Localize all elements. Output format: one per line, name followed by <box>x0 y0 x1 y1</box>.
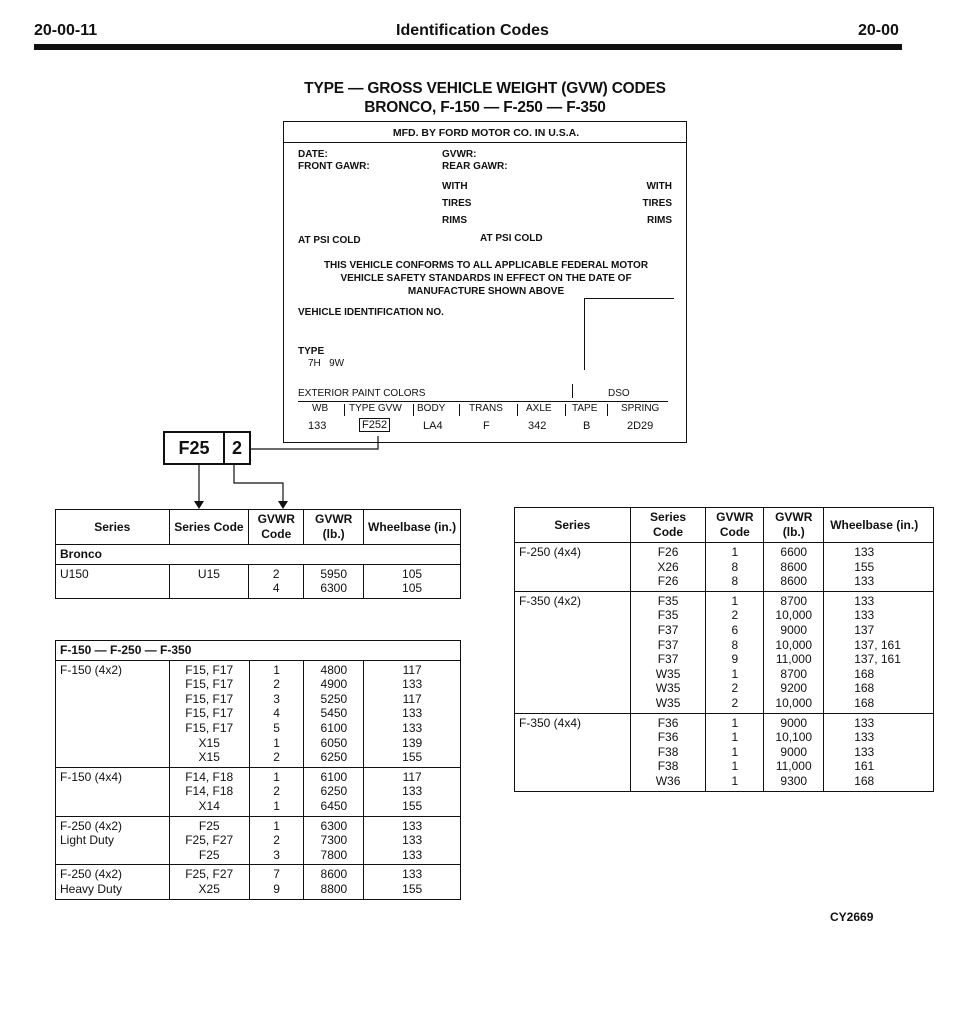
cell-series-code: F26 X26 F26 <box>630 543 706 592</box>
cell-series: F-350 (4x4) <box>515 713 631 791</box>
label-val-tape: B <box>583 420 591 432</box>
label-val-body: LA4 <box>423 420 443 432</box>
f-series-table <box>55 640 461 900</box>
cell-wheelbase: 117 133 117 133 133 139 155 <box>364 660 461 767</box>
label-val-axle: 342 <box>528 420 547 432</box>
cell-series-code: F25, F27 X25 <box>169 865 249 899</box>
header-wheelbase: Wheelbase (in.) <box>364 510 461 545</box>
cell-gvwr-code: 1 1 1 1 1 <box>706 713 764 791</box>
cell-wheelbase: 105 105 <box>364 564 461 598</box>
page-title: Identification Codes <box>396 22 549 39</box>
label-val-type-gvw: F252 <box>359 418 390 432</box>
f250-f350-table <box>514 507 919 792</box>
cell-series: F-250 (4x4) <box>515 543 631 592</box>
label-col-type-gvw: TYPE GVW <box>349 403 402 414</box>
cell-series-code: F25 F25, F27 F25 <box>169 816 249 865</box>
header-wheelbase: Wheelbase (in.) <box>824 508 934 543</box>
figure-id: CY2669 <box>830 910 874 924</box>
bronco-header-row <box>56 510 461 545</box>
label-col-tape: TAPE <box>572 403 598 414</box>
label-date: DATE: <box>298 149 328 160</box>
label-val-wb: 133 <box>308 420 327 432</box>
label-val-spring: 2D29 <box>627 420 654 432</box>
cell-wheelbase: 133 155 <box>364 865 461 899</box>
header-series: Series <box>56 510 170 545</box>
cell-gvwr-code: 1 2 6 8 9 1 2 2 <box>706 591 764 713</box>
section-bronco: Bronco <box>56 545 461 565</box>
header-series-code: Series Code <box>169 510 249 545</box>
label-col-axle: AXLE <box>526 403 552 414</box>
label-gvwr: GVWR: <box>442 149 477 160</box>
label-tires-right: TIRES <box>642 198 672 209</box>
label-tires-left: TIRES <box>442 198 472 209</box>
table-row <box>515 713 934 791</box>
cell-gvwr: 6100 6250 6450 <box>304 767 364 816</box>
code-box-gvwr: 2 <box>231 437 242 458</box>
cell-series-code: U15 <box>169 564 249 598</box>
cell-series-code: F35 F35 F37 F37 F37 W35 W35 W35 <box>630 591 706 713</box>
label-mfd: MFD. BY FORD MOTOR CO. IN U.S.A. <box>392 127 580 139</box>
cell-wheelbase: 133 133 133 161 168 <box>824 713 934 791</box>
label-paint: EXTERIOR PAINT COLORS <box>298 388 426 399</box>
label-type-values: 7H 9W <box>308 358 345 369</box>
cell-series-code: F14, F18 F14, F18 X14 <box>169 767 249 816</box>
right-header-row <box>515 508 934 543</box>
label-rims-left: RIMS <box>442 215 467 226</box>
section-f-series: F-150 — F-250 — F-350 <box>56 641 461 661</box>
label-col-wb: WB <box>312 403 329 414</box>
label-with-right: WITH <box>646 181 672 192</box>
header-series-code: Series Code <box>630 508 706 543</box>
cell-series: F-150 (4x2) <box>56 660 170 767</box>
figure-title-line1: TYPE — GROSS VEHICLE WEIGHT (GVW) CODES <box>304 80 666 97</box>
cell-wheelbase: 133 133 137 137, 161 137, 161 168 168 168 <box>824 591 934 713</box>
header-series: Series <box>515 508 631 543</box>
cell-gvwr: 6600 8600 8600 <box>764 543 824 592</box>
cell-gvwr-code: 7 9 <box>249 865 304 899</box>
label-col-body: BODY <box>417 403 446 414</box>
cell-gvwr-code: 1 2 1 <box>249 767 304 816</box>
cell-series: U150 <box>56 564 170 598</box>
label-psi-left: AT PSI COLD <box>298 235 361 246</box>
label-col-spring: SPRING <box>621 403 660 414</box>
cell-series-code: F36 F36 F38 F38 W36 <box>630 713 706 791</box>
table-row <box>515 543 934 592</box>
cell-series: F-350 (4x2) <box>515 591 631 713</box>
table-row <box>56 564 461 598</box>
cell-series: F-250 (4x2) Heavy Duty <box>56 865 170 899</box>
cell-gvwr: 8700 10,000 9000 10,000 11,000 8700 9200 10,000 <box>764 591 824 713</box>
label-conform-3: MANUFACTURE SHOWN ABOVE <box>407 286 565 297</box>
header-gvwr-lb: GVWR (lb.) <box>304 510 364 545</box>
header-gvwr-code: GVWR Code <box>706 508 764 543</box>
label-vin: VEHICLE IDENTIFICATION NO. <box>298 307 444 318</box>
header-gvwr-code: GVWR Code <box>249 510 304 545</box>
cell-wheelbase: 133 133 133 <box>364 816 461 865</box>
bronco-table <box>55 509 461 599</box>
header-gvwr-lb: GVWR (lb.) <box>764 508 824 543</box>
table-row <box>515 591 934 713</box>
label-with-left: WITH <box>442 181 468 192</box>
cell-gvwr-code: 1 2 3 <box>249 816 304 865</box>
table-row <box>56 767 461 816</box>
table-row <box>56 660 461 767</box>
label-conform-2: VEHICLE SAFETY STANDARDS IN EFFECT ON THE DATE OF <box>340 273 632 284</box>
figure-title-line2: BRONCO, F-150 — F-250 — F-350 <box>364 99 606 116</box>
cell-series: F-150 (4x4) <box>56 767 170 816</box>
label-conform-1: THIS VEHICLE CONFORMS TO ALL APPLICABLE FEDERAL MOTOR <box>323 260 649 271</box>
cell-wheelbase: 133 155 133 <box>824 543 934 592</box>
cell-wheelbase: 117 133 155 <box>364 767 461 816</box>
table-row <box>56 865 461 899</box>
code-box-series: F25 <box>165 433 225 463</box>
cell-gvwr-code: 1 2 3 4 5 1 2 <box>249 660 304 767</box>
cell-gvwr: 9000 10,100 9000 11,000 9300 <box>764 713 824 791</box>
cell-gvwr: 4800 4900 5250 5450 6100 6050 6250 <box>304 660 364 767</box>
label-psi-right: AT PSI COLD <box>480 233 543 244</box>
label-dso: DSO <box>608 388 630 399</box>
cell-series: F-250 (4x2) Light Duty <box>56 816 170 865</box>
cell-gvwr: 8600 8800 <box>304 865 364 899</box>
cell-gvwr: 6300 7300 7800 <box>304 816 364 865</box>
connector-arrows <box>0 0 902 520</box>
cell-gvwr: 5950 6300 <box>304 564 364 598</box>
label-front-gawr: FRONT GAWR: <box>298 161 370 172</box>
cell-gvwr-code: 1 8 8 <box>706 543 764 592</box>
cell-series-code: F15, F17 F15, F17 F15, F17 F15, F17 F15, F17 X15 X15 <box>169 660 249 767</box>
label-rear-gawr: REAR GAWR: <box>442 161 508 172</box>
cell-gvwr-code: 2 4 <box>249 564 304 598</box>
label-rims-right: RIMS <box>647 215 672 226</box>
page-number-right: 20-00 <box>858 22 899 39</box>
label-col-trans: TRANS <box>469 403 503 414</box>
label-type: TYPE <box>298 346 325 357</box>
table-row <box>56 816 461 865</box>
page-number-left: 20-00-11 <box>34 22 98 39</box>
label-val-trans: F <box>483 420 490 432</box>
